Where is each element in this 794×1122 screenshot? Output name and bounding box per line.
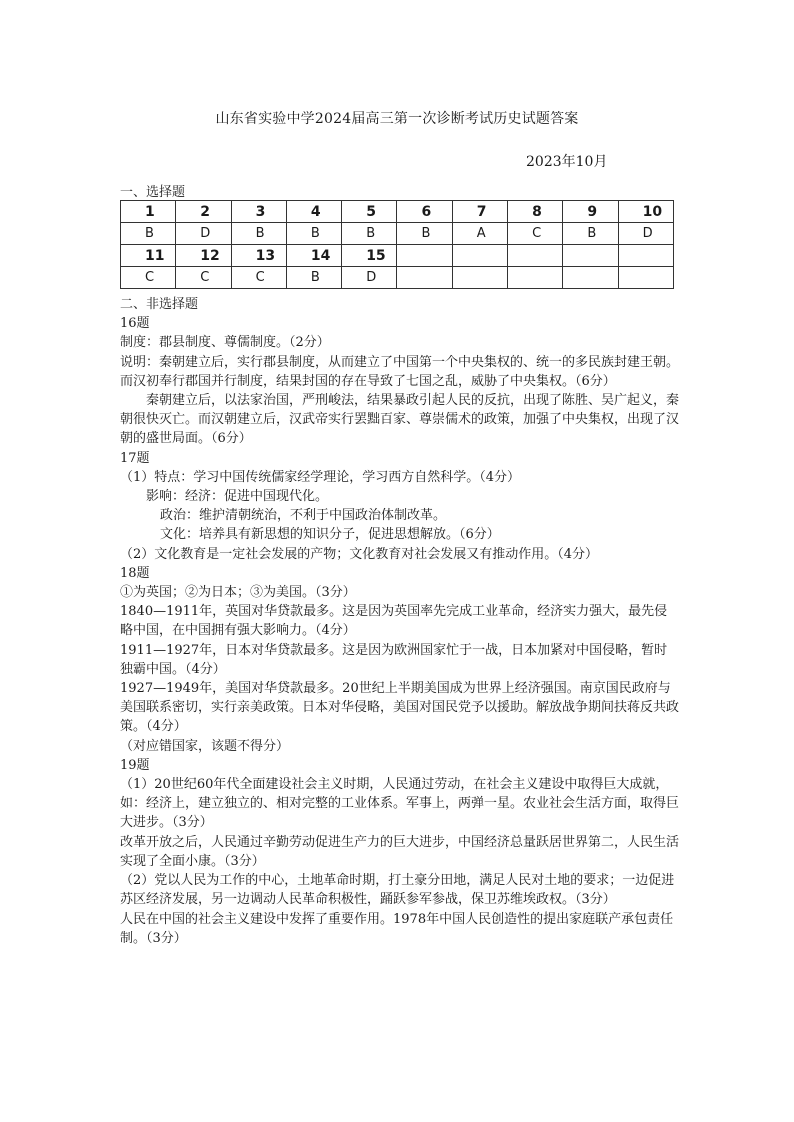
question-number-row (121, 245, 674, 267)
table-cell (508, 245, 563, 267)
answer-line: （2）文化教育是一定社会发展的产物；文化教育对社会发展又有推动作用。（4分） (120, 546, 599, 562)
table-cell: C (176, 267, 231, 289)
table-cell: B (397, 223, 452, 245)
non-choice-answers (120, 295, 680, 948)
table-cell: C (508, 223, 563, 245)
answer-line: 政治：维护清朝统治，不利于中国政治体制改革。 (160, 508, 447, 524)
table-cell (508, 267, 563, 289)
section-heading-non-choice: 二、非选择题 (120, 297, 199, 312)
question-heading-16: 16题 (120, 316, 150, 332)
table-cell: 15 (342, 245, 397, 267)
answer-line: 文化：培养具有新思想的知识分子，促进思想解放。（6分） (160, 527, 500, 543)
table-cell: B (342, 223, 397, 245)
answer-paragraph: 说明：秦朝建立后，实行郡县制度，从而建立了中国第一个中央集权的、统一的多民族封建王朝。而汉初奉行郡国并行制度，结果封国的存在导致了七国之乱，威胁了中央集权。（6分） (120, 354, 680, 389)
table-cell (397, 267, 452, 289)
answer-paragraph: （2）党以人民为工作的中心，土地革命时期，打土豪分田地，满足人民对土地的要求；一边促进苏区经济发展，另一边调动人民革命积极性，踊跃参军参战，保卫苏维埃政权。（3分） (120, 873, 675, 908)
table-cell (452, 267, 507, 289)
table-cell: D (618, 223, 673, 245)
table-cell: 1 (121, 201, 176, 223)
answer-line: 影响：经济：促进中国现代化。 (146, 489, 329, 505)
document-date: 2023年10月 (526, 154, 608, 170)
table-cell: 9 (563, 201, 618, 223)
table-cell (397, 245, 452, 267)
question-heading-17: 17题 (120, 450, 150, 466)
table-cell (563, 267, 618, 289)
section-heading-choice: 一、选择题 (120, 185, 186, 200)
table-cell: B (286, 267, 341, 289)
table-cell: 12 (176, 245, 231, 267)
table-cell: 10 (618, 201, 673, 223)
answer-paragraph: 1840—1911年，英国对华贷款最多。这是因为英国率先完成工业革命，经济实力强大，最先侵略中国，在中国拥有强大影响力。（4分） (120, 604, 668, 639)
multiple-choice-answer-table (120, 200, 674, 289)
table-cell: 5 (342, 201, 397, 223)
question-number-row (121, 201, 674, 223)
table-cell: B (121, 223, 176, 245)
question-heading-18: 18题 (120, 565, 150, 581)
table-cell: 3 (231, 201, 286, 223)
document-title: 山东省实验中学2024届高三第一次诊断考试历史试题答案 (215, 111, 579, 127)
answer-line: （1）特点：学习中国传统儒家经学理论，学习西方自然科学。（4分） (120, 469, 521, 485)
table-cell: D (176, 223, 231, 245)
table-cell: 11 (121, 245, 176, 267)
table-cell (618, 267, 673, 289)
answer-note: （对应错国家，该题不得分） (120, 738, 290, 754)
table-cell: 6 (397, 201, 452, 223)
answer-row (121, 267, 674, 289)
answer-paragraph: 改革开放之后，人民通过辛勤劳动促进生产力的巨大进步，中国经济总量跃居世界第二，人民生活实现了全面小康。（3分） (120, 834, 680, 869)
table-cell: B (231, 223, 286, 245)
table-cell: B (286, 223, 341, 245)
table-cell: C (231, 267, 286, 289)
table-cell: 8 (508, 201, 563, 223)
table-cell: 4 (286, 201, 341, 223)
table-cell (618, 245, 673, 267)
answer-row (121, 223, 674, 245)
table-cell (563, 245, 618, 267)
answer-paragraph: 秦朝建立后，以法家治国，严刑峻法，结果暴政引起人民的反抗，出现了陈胜、吴广起义，秦朝很快灭亡。而汉朝建立后，汉武帝实行罢黜百家、尊崇儒术的政策，加强了中央集权，出现了汉朝的盛世局面。（6分） (120, 393, 680, 447)
table-cell: 2 (176, 201, 231, 223)
table-cell: 14 (286, 245, 341, 267)
table-cell (452, 245, 507, 267)
table-cell: C (121, 267, 176, 289)
answer-line: ①为英国；②为日本；③为美国。（3分） (120, 585, 356, 601)
table-cell: B (563, 223, 618, 245)
table-cell: 13 (231, 245, 286, 267)
answer-paragraph: 1911—1927年，日本对华贷款最多。这是因为欧洲国家忙于一战，日本加紧对中国侵略，暂时独霸中国。（4分） (120, 642, 668, 677)
table-cell: D (342, 267, 397, 289)
answer-paragraph: 1927—1949年，美国对华贷款最多。20世纪上半期美国成为世界上经济强国。南京国民政府与美国联系密切，实行亲美政策。日本对华侵略，美国对国民党予以援助。解放战争期间扶蒋反共政策。（4分） (120, 681, 680, 735)
table-cell: A (452, 223, 507, 245)
question-heading-19: 19题 (120, 757, 150, 773)
answer-paragraph: 人民在中国的社会主义建设中发挥了重要作用。1978年中国人民创造性的提出家庭联产承包责任制。（3分） (120, 911, 674, 946)
table-cell: 7 (452, 201, 507, 223)
answer-line: 制度：郡县制度、尊儒制度。（2分） (120, 335, 330, 351)
answer-paragraph: （1）20世纪60年代全面建设社会主义时期，人民通过劳动，在社会主义建设中取得巨大成就，如：经济上，建立独立的、相对完整的工业体系。军事上，两弹一星。农业社会生活方面，取得巨大进步。（3分） (120, 777, 680, 831)
